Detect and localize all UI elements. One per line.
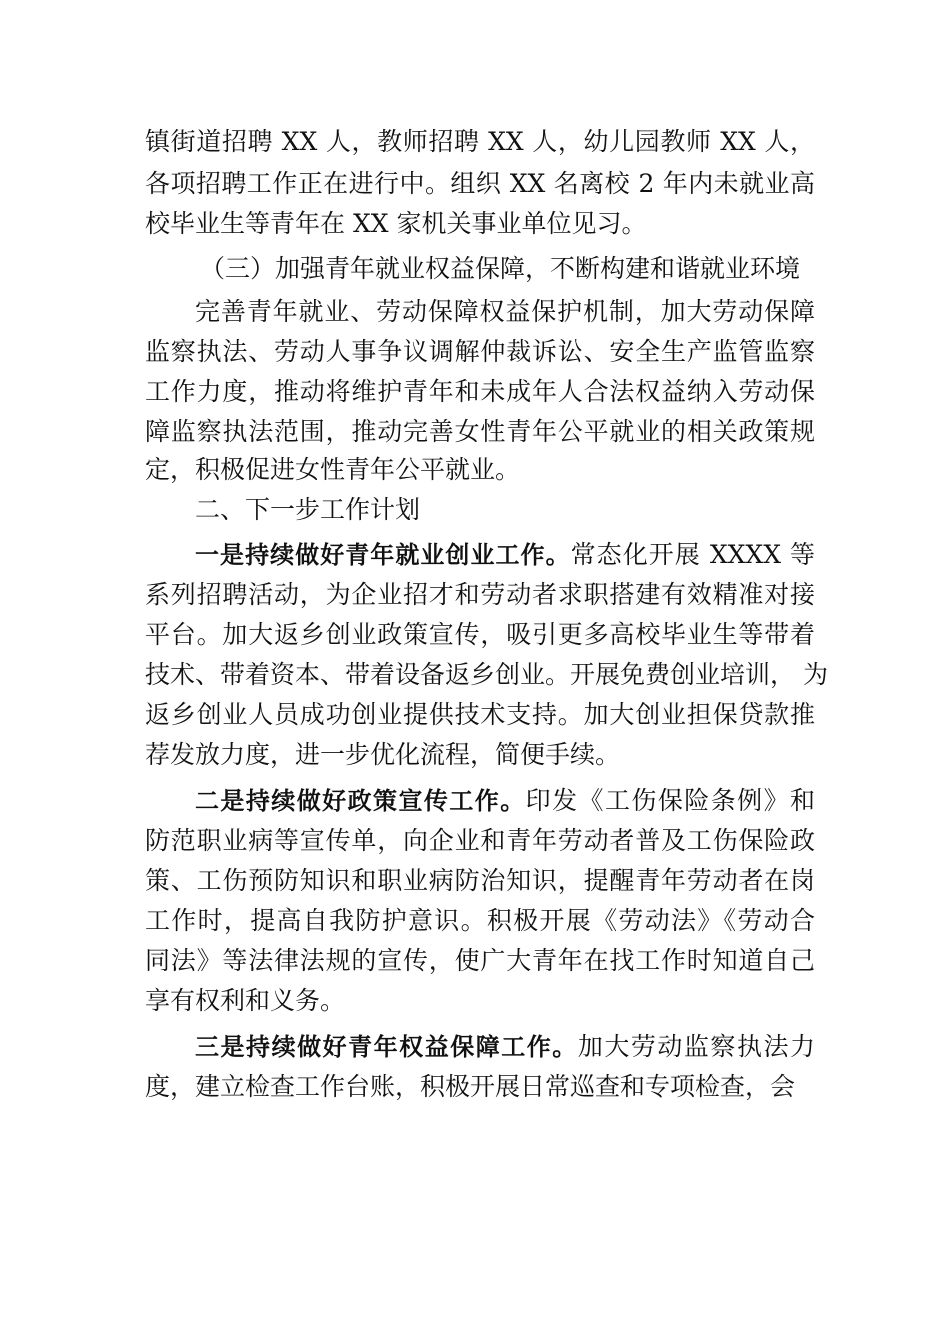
section-heading: 二、下一步工作计划 <box>195 495 421 524</box>
paragraph-line: 障监察执法范围，推动完善女性青年公平就业的相关政策规 <box>145 417 815 446</box>
paragraph-line: 工作时，提高自我防护意识。积极开展《劳动法》《劳动合 <box>145 906 815 935</box>
paragraph-line: 度，建立检查工作台账，积极开展日常巡查和专项检查，会 <box>145 1072 796 1101</box>
lead-phrase: 二是持续做好政策宣传工作。 <box>195 787 526 815</box>
paragraph-line: 系列招聘活动，为企业招才和劳动者求职搭建有效精准对接 <box>145 580 815 609</box>
paragraph-line <box>195 535 815 575</box>
section-heading: （三）加强青年就业权益保障，不断构建和谐就业环境 <box>200 254 801 283</box>
paragraph-line: 平台。加大返乡创业政策宣传，吸引更多高校毕业生等带着 <box>145 620 815 649</box>
paragraph-line: 监察执法、劳动人事争议调解仲裁诉讼、安全生产监管监察 <box>145 337 815 366</box>
paragraph-line <box>195 781 815 821</box>
paragraph-line: 防范职业病等宣传单，向企业和青年劳动者普及工伤保险政 <box>145 826 815 855</box>
paragraph-line: 荐发放力度，进一步优化流程，简便手续。 <box>145 740 621 769</box>
paragraph-line: 工作力度，推动将维护青年和未成年人合法权益纳入劳动保 <box>145 377 815 406</box>
paragraph-line: 校毕业生等青年在 XX 家机关事业单位见习。 <box>145 209 647 238</box>
paragraph-line: 返乡创业人员成功创业提供技术支持。加大创业担保贷款推 <box>145 700 815 729</box>
lead-phrase: 三是持续做好青年权益保障工作。 <box>195 1033 578 1061</box>
paragraph-line: 各项招聘工作正在进行中。组织 XX 名离校 2 年内未就业高 <box>145 169 815 198</box>
paragraph-line <box>195 1027 815 1067</box>
paragraph-line: 同法》等法律法规的宣传，使广大青年在找工作时知道自己 <box>145 946 815 975</box>
paragraph-text: 常态化开展 XXXX 等 <box>570 540 815 569</box>
lead-phrase: 一是持续做好青年就业创业工作。 <box>195 541 571 569</box>
paragraph-line: 镇街道招聘 XX 人，教师招聘 XX 人，幼儿园教师 XX 人， <box>145 127 815 156</box>
paragraph-line: 完善青年就业、劳动保障权益保护机制，加大劳动保障 <box>195 297 815 326</box>
paragraph-line: 享有权利和义务。 <box>145 986 346 1015</box>
paragraph-line: 定，积极促进女性青年公平就业。 <box>145 455 521 484</box>
paragraph-line: 技术、带着资本、带着设备返乡创业。开展免费创业培训， 为 <box>145 660 828 689</box>
paragraph-text: 印发《工伤保险条例》和 <box>525 786 815 815</box>
paragraph-text: 加大劳动监察执法力 <box>577 1032 815 1061</box>
paragraph-line: 策、工伤预防知识和职业病防治知识，提醒青年劳动者在岗 <box>145 866 815 895</box>
